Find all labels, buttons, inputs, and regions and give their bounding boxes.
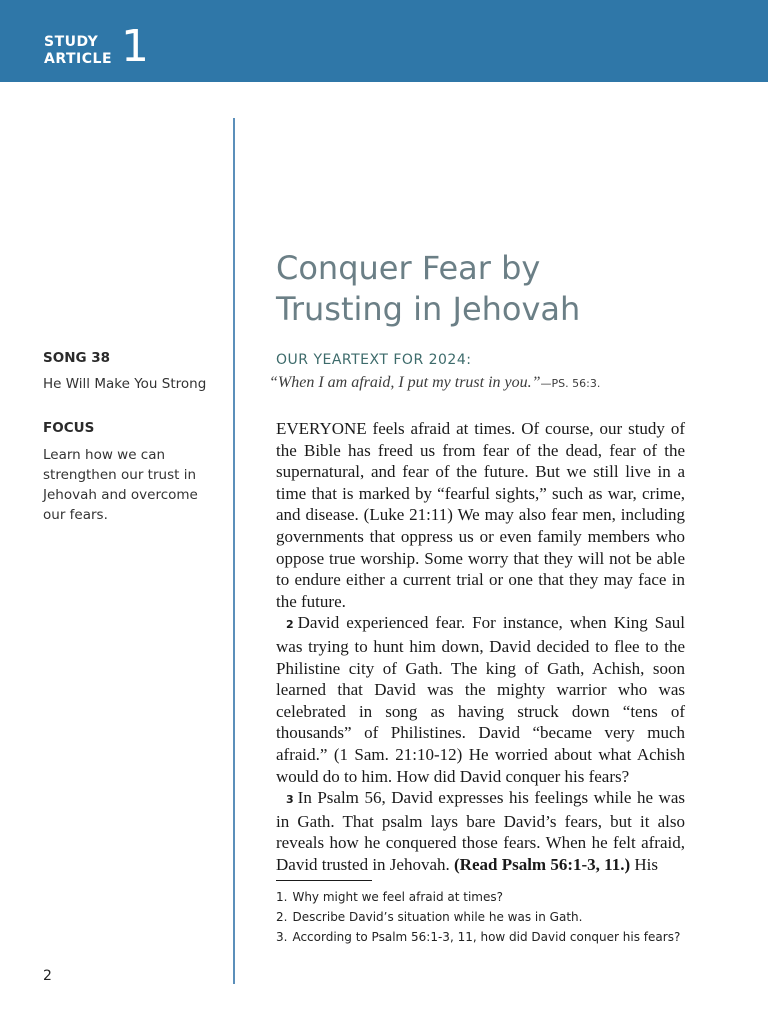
- paragraph-1: [276, 418, 685, 612]
- study-article-label: [44, 34, 112, 68]
- read-scripture-link[interactable]: (Read Psalm 56:1-3, 11.): [454, 854, 631, 874]
- paragraph-text: EVERYONE feels afraid at times. Of course, our study of the Bible has freed us from fear of the dead, fear of the supernatural, and fear of the future. But we still live in a time that is marked by “fearful sights,” such as war, crime, and disease. (Luke 21:11) We may also fear men, including governments that oppress us or even family members who oppose true worship. Some worry that they will not be able to endure either a current trial or one that they may face in the future.: [276, 419, 685, 611]
- paragraph-text: In Psalm 56, David expresses his feelings while he was in Gath. That psalm lays bare David’s fears, but it also reveals how he conquered those fears. When he felt afraid, David trusted in Jehovah.: [276, 788, 685, 874]
- paragraph-tail: His: [634, 854, 658, 874]
- page-number: 2: [43, 968, 52, 984]
- paragraph-text: David experienced fear. For instance, when King Saul was trying to hunt him down, David decided to flee to the Philistine city of Gath. The king of Gath, Achish, soon learned that David was the mighty warrior who was celebrated in song as having struck down “tens of thousands” of Philistines. David “became very much afraid.” (1 Sam. 21:10-12) He worried about what Achish would do to him. How did David conquer his fears?: [276, 613, 685, 786]
- yeartext: [269, 374, 729, 392]
- article-title: [276, 248, 736, 330]
- focus-block: [43, 420, 221, 525]
- article-body: [276, 418, 685, 875]
- title-line-1: Conquer Fear by: [276, 249, 541, 287]
- yeartext-quote: “When I am afraid, I put my trust in you.”: [269, 374, 541, 391]
- footnote-item: [276, 907, 716, 927]
- focus-heading: FOCUS: [43, 420, 95, 436]
- title-line-2: Trusting in Jehovah: [276, 290, 581, 328]
- review-questions: [276, 887, 716, 947]
- footnote-number: 2.: [276, 910, 288, 924]
- footnote-text: Describe David’s situation while he was in Gath.: [292, 910, 583, 924]
- paragraph-number: 2: [286, 618, 294, 632]
- footnote-text: According to Psalm 56:1-3, 11, how did David conquer his fears?: [292, 930, 681, 944]
- focus-text: Learn how we can strengthen our trust in Jehovah and overcome our fears.: [43, 447, 198, 523]
- footnote-number: 1.: [276, 890, 288, 904]
- article-header: [0, 0, 768, 82]
- footnote-text: Why might we feel afraid at times?: [292, 890, 503, 904]
- footnote-number: 3.: [276, 930, 288, 944]
- column-divider: [233, 118, 235, 984]
- song-block: [43, 350, 221, 394]
- article-number: 1: [121, 21, 149, 72]
- song-title: He Will Make You Strong: [43, 376, 207, 392]
- song-heading: SONG 38: [43, 350, 111, 366]
- paragraph-number: 3: [286, 793, 294, 807]
- paragraph-2: [276, 612, 685, 787]
- yeartext-reference: —PS. 56:3.: [540, 377, 601, 390]
- article-label: ARTICLE: [44, 51, 113, 67]
- footnote-item: [276, 927, 716, 947]
- study-label: STUDY: [44, 34, 99, 50]
- paragraph-3: [276, 787, 685, 875]
- footnote-item: [276, 887, 716, 907]
- footnote-divider: [276, 880, 372, 881]
- yeartext-label: OUR YEARTEXT FOR 2024:: [276, 352, 472, 368]
